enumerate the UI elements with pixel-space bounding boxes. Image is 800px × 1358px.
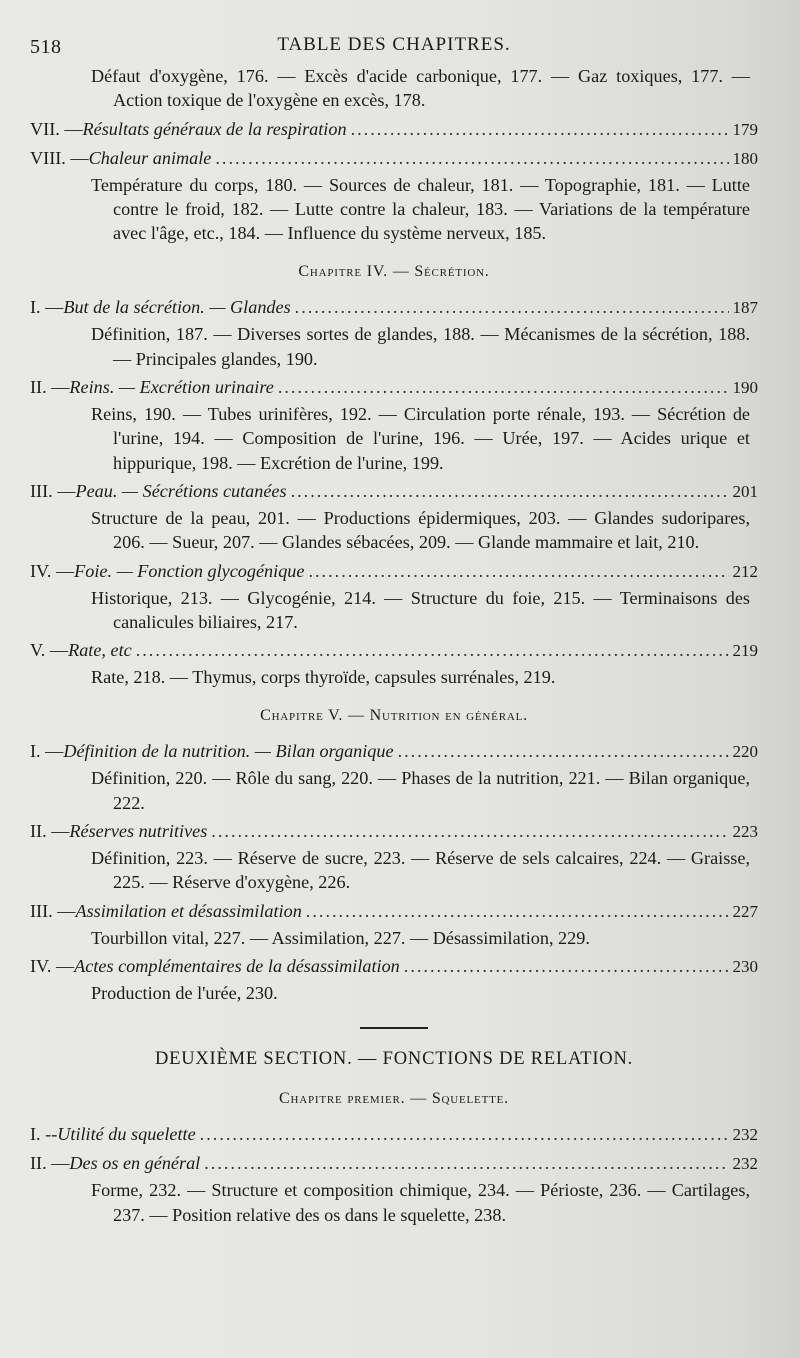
table-of-contents xyxy=(30,64,758,1227)
entry-page-number: 230 xyxy=(732,956,758,976)
entry-number: III. — xyxy=(30,480,76,501)
dot-leader xyxy=(204,1151,728,1175)
entry-title: Définition de la nutrition. — Bilan organique xyxy=(63,741,394,762)
dot-leader xyxy=(351,117,729,141)
dot-leader xyxy=(398,739,729,763)
toc-entry xyxy=(30,117,758,142)
entry-title: Des os en général xyxy=(69,1153,201,1174)
entry-description: Historique, 213. — Glycogénie, 214. — Structure du foie, 215. — Terminaisons des canalicules biliaires, 217. xyxy=(91,587,750,632)
dot-leader xyxy=(136,638,729,662)
separator-rule xyxy=(360,1027,428,1029)
entry-page-number: 232 xyxy=(732,1125,758,1145)
entry-number: I. — xyxy=(30,741,64,762)
entry-title: Utilité du squelette xyxy=(57,1124,196,1145)
entry-number: II. — xyxy=(30,1153,70,1174)
entry-title: Assimilation et désassimilation xyxy=(75,900,302,921)
entry-number: IV. — xyxy=(30,955,75,976)
toc-entry xyxy=(30,638,758,663)
toc-entry xyxy=(30,146,758,171)
toc-entry xyxy=(30,1151,758,1176)
entry-number: IV. — xyxy=(30,560,75,581)
dot-leader xyxy=(306,899,729,923)
toc-entry xyxy=(30,559,758,584)
entry-description: Reins, 190. — Tubes urinifères, 192. — Circulation porte rénale, 193. — Sécrétion de l'urine, 194. — Composition de l'urine, 196. — Urée, 197. — Acides urique et hippurique, 198. — Excrétion de l'urine, 199. xyxy=(91,404,750,473)
entry-title: Foie. — Fonction glycogénique xyxy=(74,560,305,581)
chapter-heading: Chapitre V. — Nutrition en général. xyxy=(260,707,528,725)
chapter-heading: Chapitre IV. — Sécrétion. xyxy=(298,263,490,281)
dot-leader xyxy=(291,479,729,503)
dot-leader xyxy=(295,295,729,319)
entry-description: Défaut d'oxygène, 176. — Excès d'acide carbonique, 177. — Gaz toxiques, 177. — Action toxique de l'oxygène en excès, 178. xyxy=(91,66,750,111)
dot-leader xyxy=(200,1122,729,1146)
entry-number: VII. — xyxy=(30,118,83,139)
entry-page-number: 201 xyxy=(732,481,758,501)
entry-description: Définition, 223. — Réserve de sucre, 223. — Réserve de sels calcaires, 224. — Graisse, 225. — Réserve d'oxygène, 226. xyxy=(91,848,750,893)
toc-entry xyxy=(30,819,758,844)
entry-page-number: 190 xyxy=(732,378,758,398)
entry-page-number: 220 xyxy=(732,742,758,762)
entry-title: Résultats généraux de la respiration xyxy=(82,118,347,139)
dot-leader xyxy=(211,819,728,843)
entry-number: I. — xyxy=(30,297,64,318)
entry-number: V. — xyxy=(30,640,69,661)
entry-page-number: 227 xyxy=(732,901,758,921)
entry-title: Réserves nutritives xyxy=(69,821,208,842)
dot-leader xyxy=(278,375,729,399)
entry-title: Reins. — Excrétion urinaire xyxy=(69,377,274,398)
entry-title: Chaleur animale xyxy=(88,147,212,168)
entry-description: Température du corps, 180. — Sources de chaleur, 181. — Topographie, 181. — Lutte contre le froid, 182. — Lutte contre la chaleur, 183. — Variations de la température avec l'âge, etc., 184. — Influence du système nerveux, 185. xyxy=(91,174,750,244)
entry-number: VIII. — xyxy=(30,147,89,168)
page-number: 518 xyxy=(30,36,62,58)
dot-leader xyxy=(404,954,729,978)
entry-title: Actes complémentaires de la désassimilation xyxy=(74,955,400,976)
entry-title: Peau. — Sécrétions cutanées xyxy=(75,480,287,501)
page-title: TABLE DES CHAPITRES. xyxy=(277,34,511,55)
entry-description: Définition, 187. — Diverses sortes de glandes, 188. — Mécanismes de la sécrétion, 188. — Principales glandes, 190. xyxy=(91,324,750,369)
section-heading: DEUXIÈME SECTION. — FONCTIONS DE RELATION. xyxy=(154,1049,634,1070)
entry-page-number: 223 xyxy=(732,822,758,842)
entry-title: But de la sécrétion. — Glandes xyxy=(63,297,291,318)
entry-page-number: 219 xyxy=(732,641,758,661)
entry-page-number: 232 xyxy=(732,1154,758,1174)
toc-entry xyxy=(30,375,758,400)
toc-entry xyxy=(30,295,758,320)
toc-entry xyxy=(30,1122,758,1147)
entry-description: Structure de la peau, 201. — Productions épidermiques, 203. — Glandes sudoripares, 206. — Sueur, 207. — Glandes sébacées, 209. — Glande mammaire et lait, 210. xyxy=(91,507,750,553)
entry-page-number: 212 xyxy=(732,561,758,581)
entry-description: Production de l'urée, 230. xyxy=(91,982,278,1003)
entry-number: I. -- xyxy=(30,1124,58,1145)
entry-number: II. — xyxy=(30,821,70,842)
entry-number: III. — xyxy=(30,900,76,921)
entry-page-number: 179 xyxy=(732,119,758,139)
dot-leader xyxy=(308,559,728,583)
entry-description: Tourbillon vital, 227. — Assimilation, 227. — Désassimilation, 229. xyxy=(91,927,590,948)
chapter-heading: Chapitre premier. — Squelette. xyxy=(279,1090,509,1108)
entry-description: Rate, 218. — Thymus, corps thyroïde, capsules surrénales, 219. xyxy=(91,667,556,688)
toc-entry xyxy=(30,479,758,504)
entry-page-number: 187 xyxy=(732,298,758,318)
entry-page-number: 180 xyxy=(732,148,758,168)
entry-number: II. — xyxy=(30,377,70,398)
dot-leader xyxy=(215,146,728,170)
entry-description: Forme, 232. — Structure et composition chimique, 234. — Périoste, 236. — Cartilages, 237. — Position relative des os dans le squelette, 238. xyxy=(91,1180,750,1225)
toc-entry xyxy=(30,739,758,764)
entry-description: Définition, 220. — Rôle du sang, 220. — Phases de la nutrition, 221. — Bilan organique, 222. xyxy=(91,768,750,813)
entry-title: Rate, etc xyxy=(68,640,132,661)
toc-entry xyxy=(30,899,758,924)
page-header xyxy=(30,32,758,62)
toc-entry xyxy=(30,954,758,979)
